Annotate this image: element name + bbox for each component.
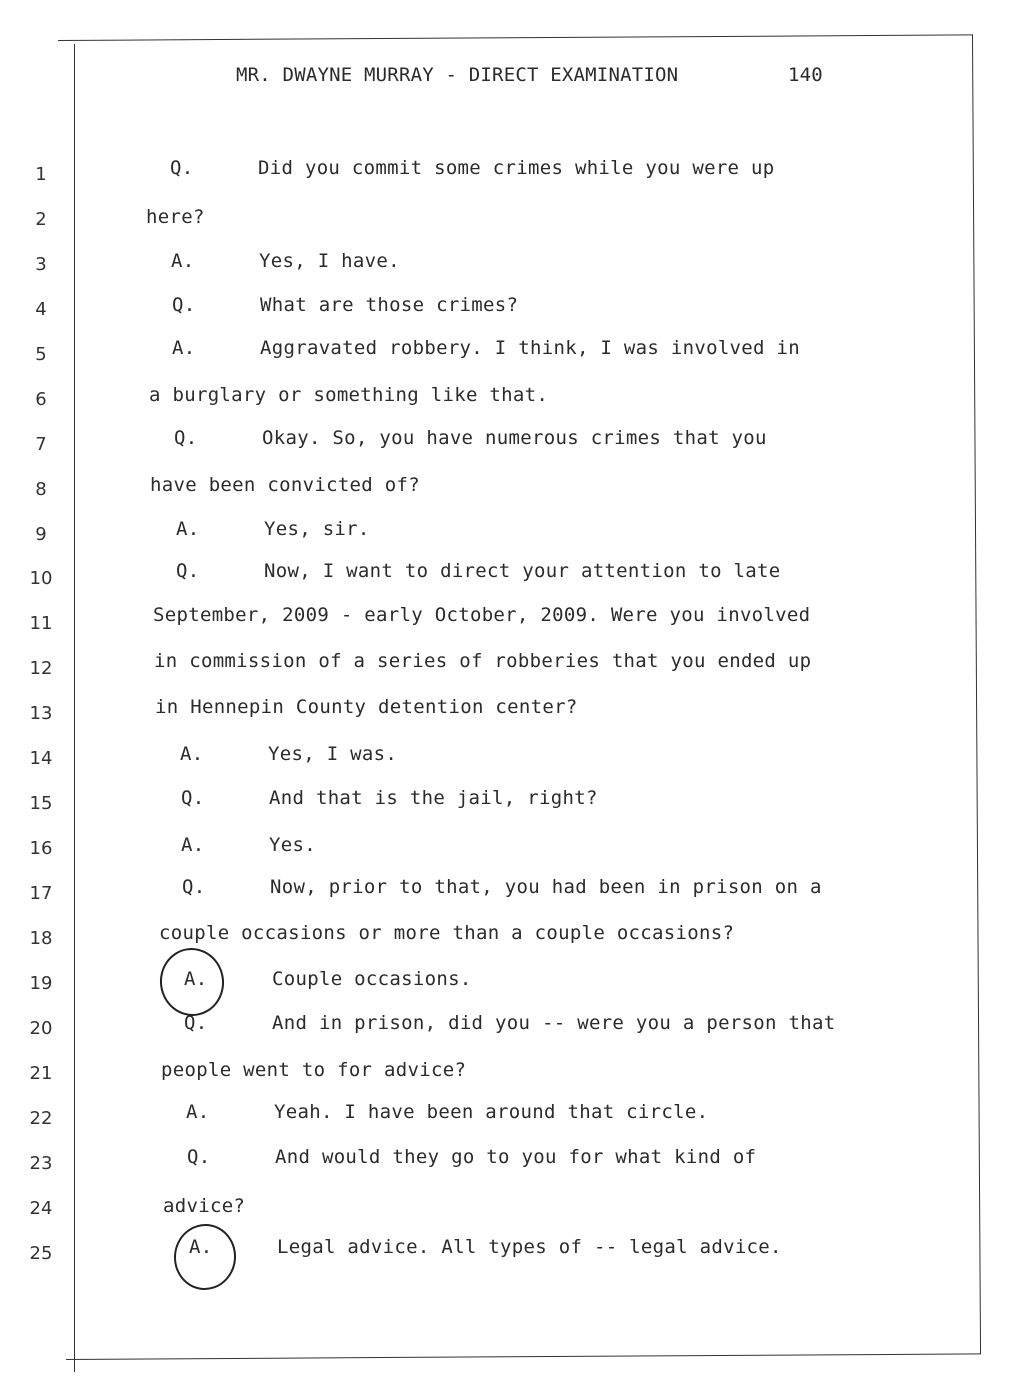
line-number: 23 (29, 1153, 53, 1174)
speaker-label: A. (176, 518, 200, 540)
line-number: 11 (29, 613, 53, 634)
transcript-line (146, 206, 205, 228)
line-text: Yes, I have. (259, 250, 400, 272)
line-number: 25 (29, 1243, 53, 1264)
line-text: Yes, sir. (264, 518, 370, 540)
transcript-line (180, 743, 397, 765)
line-text: a burglary or something like that. (149, 384, 549, 406)
line-number: 17 (29, 883, 53, 904)
transcript-line (186, 1101, 708, 1123)
speaker-label: A. (186, 1101, 210, 1123)
speaker-label: A. (189, 1236, 213, 1258)
transcript-line (176, 518, 370, 540)
line-number: 21 (29, 1063, 53, 1084)
transcript-line (159, 922, 734, 944)
transcript-line (184, 1012, 835, 1034)
transcript-line (172, 294, 518, 316)
line-text: couple occasions or more than a couple occasions? (159, 922, 735, 944)
transcript-line (154, 650, 811, 672)
line-number: 4 (35, 299, 47, 320)
speaker-label: A. (171, 250, 195, 272)
transcript-line (155, 696, 578, 718)
line-number: 13 (29, 703, 53, 724)
speaker-label: Q. (172, 294, 196, 316)
line-text: Yeah. I have been around that circle. (274, 1101, 709, 1123)
transcript-line (174, 427, 767, 449)
line-text: And would they go to you for what kind of (275, 1146, 757, 1168)
transcript-line (189, 1236, 782, 1258)
line-text: people went to for advice? (161, 1059, 467, 1081)
speaker-label: A. (172, 337, 196, 359)
speaker-label: A. (180, 743, 204, 765)
speaker-label: Q. (184, 1012, 208, 1034)
transcript-line (149, 384, 548, 406)
line-number: 20 (29, 1018, 53, 1039)
speaker-label: Q. (170, 157, 194, 179)
line-text: And in prison, did you -- were you a person that (272, 1012, 836, 1034)
line-number: 12 (29, 658, 53, 679)
transcript-line (184, 968, 472, 990)
line-number: 8 (35, 479, 47, 500)
line-number: 9 (35, 524, 47, 545)
transcript-line (161, 1059, 466, 1081)
transcript-line (163, 1195, 245, 1217)
speaker-label: Q. (182, 876, 206, 898)
line-text: in commission of a series of robberies that you ended up (154, 650, 812, 672)
line-text: September, 2009 - early October, 2009. Were you involved (153, 604, 811, 626)
transcript-line (181, 834, 316, 856)
line-text: Legal advice. All types of -- legal advice. (277, 1236, 782, 1258)
speaker-label: Q. (187, 1146, 211, 1168)
page-number: 140 (788, 64, 823, 86)
speaker-label: Q. (181, 787, 205, 809)
line-text: What are those crimes? (260, 294, 519, 316)
transcript-line (153, 604, 810, 626)
line-number: 1 (35, 164, 47, 185)
transcript-line (182, 876, 822, 898)
line-number: 7 (35, 434, 47, 455)
line-text: Couple occasions. (272, 968, 472, 990)
transcript-line (181, 787, 598, 809)
transcript-line (150, 474, 420, 496)
margin-rule (74, 44, 75, 1372)
line-number: 16 (29, 838, 53, 859)
speaker-label: A. (184, 968, 208, 990)
transcript-line (187, 1146, 756, 1168)
line-text: here? (146, 206, 205, 228)
line-number: 22 (29, 1108, 53, 1129)
line-text: Okay. So, you have numerous crimes that you (262, 427, 767, 449)
examination-title: MR. DWAYNE MURRAY - DIRECT EXAMINATION (236, 64, 679, 86)
line-text: Now, I want to direct your attention to late (264, 560, 781, 582)
speaker-label: A. (181, 834, 205, 856)
line-number: 14 (29, 748, 53, 769)
line-number: 15 (29, 793, 53, 814)
line-number: 10 (29, 568, 53, 589)
line-text: Aggravated robbery. I think, I was involved in (260, 337, 800, 359)
transcript-line (176, 560, 781, 582)
line-text: have been convicted of? (150, 474, 420, 496)
line-text: Now, prior to that, you had been in prison on a (270, 876, 822, 898)
line-text: Did you commit some crimes while you were up (258, 157, 775, 179)
line-text: Yes, I was. (268, 743, 398, 765)
line-number: 2 (35, 209, 47, 230)
line-number: 19 (29, 973, 53, 994)
line-number: 6 (35, 389, 47, 410)
line-text: in Hennepin County detention center? (155, 696, 578, 718)
line-number: 24 (29, 1198, 53, 1219)
speaker-label: Q. (176, 560, 200, 582)
transcript-line (172, 337, 800, 359)
line-number: 5 (35, 344, 47, 365)
line-number: 3 (35, 254, 47, 275)
line-text: Yes. (269, 834, 316, 856)
transcript-line (170, 157, 775, 179)
transcript-line (171, 250, 400, 272)
line-number: 18 (29, 928, 53, 949)
line-text: advice? (163, 1195, 246, 1217)
page-header (236, 64, 836, 86)
line-text: And that is the jail, right? (269, 787, 598, 809)
speaker-label: Q. (174, 427, 198, 449)
